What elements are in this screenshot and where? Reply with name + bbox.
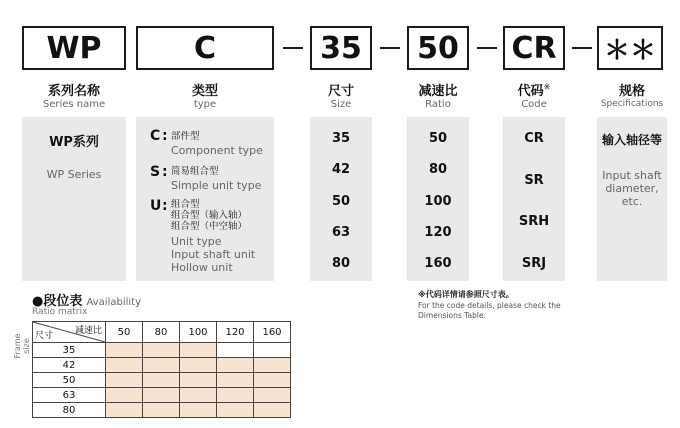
matrix-size: 50 <box>33 373 106 388</box>
corner-size-label: 尺寸 <box>35 331 54 341</box>
code-value: SRJ <box>521 256 547 271</box>
matrix-cell <box>106 343 143 358</box>
availability-matrix <box>32 321 291 418</box>
type-c-en: Component type <box>171 144 263 157</box>
matrix-cell <box>254 358 291 373</box>
matrix-ratio-header: 50 <box>106 322 143 343</box>
type-u-en-2: Input shaft unit <box>171 248 256 261</box>
matrix-cell <box>180 403 217 418</box>
availability-title-zh: 段位表 <box>43 294 83 309</box>
code-box-size: 35 <box>310 26 372 70</box>
matrix-cell <box>217 388 254 403</box>
header-specs-en: Specifications <box>600 99 664 109</box>
matrix-ratio-header: 80 <box>143 322 180 343</box>
code-value: CR <box>524 131 544 146</box>
header-type-en: type <box>193 99 217 110</box>
separator-dash <box>380 47 400 49</box>
header-ratio-en: Ratio <box>425 99 451 110</box>
matrix-cell <box>106 403 143 418</box>
code-value: SRH <box>518 214 550 229</box>
code-box-ratio: 50 <box>407 26 469 70</box>
type-u-en-1: Unit type <box>171 235 222 248</box>
series-value: WP系列 <box>49 135 99 150</box>
code-box-type: C <box>136 26 274 70</box>
matrix-cell <box>180 343 217 358</box>
matrix-cell <box>254 343 291 358</box>
bullet-icon: ● <box>32 294 44 309</box>
type-colon: : <box>162 198 168 214</box>
matrix-size: 80 <box>33 403 106 418</box>
specs-value-en: Input shaft diameter, etc. <box>602 169 662 208</box>
type-colon: : <box>162 164 168 180</box>
separator-dash <box>477 47 497 49</box>
header-code <box>503 80 565 99</box>
matrix-cell <box>180 358 217 373</box>
ratio-value: 160 <box>424 256 452 271</box>
ratio-value: 120 <box>424 225 452 240</box>
header-size-en: Size <box>330 99 352 110</box>
matrix-size: 35 <box>33 343 106 358</box>
type-c-zh: 部件型 <box>171 131 200 142</box>
matrix-cell <box>217 403 254 418</box>
type-colon: : <box>162 128 168 144</box>
ratio-value: 80 <box>428 162 448 177</box>
matrix-size: 42 <box>33 358 106 373</box>
type-u-zh-1: 组合型 <box>171 199 200 210</box>
type-u-en-3: Hollow unit <box>171 261 233 274</box>
header-code-mark: ※ <box>543 82 551 92</box>
series-value-en: WP Series <box>46 168 102 181</box>
matrix-header-row <box>33 322 291 343</box>
availability-title-en: Availability <box>86 297 142 308</box>
matrix-cell <box>143 403 180 418</box>
matrix-cell <box>217 358 254 373</box>
type-s-en: Simple unit type <box>171 179 262 192</box>
specs-value: 输入轴径等 <box>601 133 662 147</box>
size-value: 42 <box>331 162 351 177</box>
header-ratio: 减速比 <box>418 84 458 99</box>
matrix-cell <box>106 358 143 373</box>
code-value: SR <box>524 173 544 188</box>
matrix-row <box>33 343 291 358</box>
matrix-row <box>33 388 291 403</box>
availability-subtitle: Ratio matrix <box>32 307 88 317</box>
header-series: 系列名称 <box>47 84 100 99</box>
code-box-specs: ＊＊ <box>597 26 663 70</box>
separator-dash <box>572 47 592 49</box>
frame-size-label: Frame size <box>13 333 31 359</box>
matrix-ratio-header: 120 <box>217 322 254 343</box>
matrix-ratio-header: 160 <box>254 322 291 343</box>
matrix-cell <box>254 403 291 418</box>
matrix-cell <box>180 388 217 403</box>
matrix-row <box>33 358 291 373</box>
size-value: 80 <box>331 256 351 271</box>
matrix-cell <box>217 373 254 388</box>
matrix-size: 63 <box>33 388 106 403</box>
matrix-row <box>33 403 291 418</box>
code-note-en: For the code details, please check the Dimensions Table. <box>418 301 561 320</box>
matrix-cell <box>254 373 291 388</box>
size-value: 63 <box>331 225 351 240</box>
matrix-corner <box>33 322 106 343</box>
header-specs: 规格 <box>618 84 645 99</box>
header-type: 类型 <box>191 84 218 99</box>
matrix-cell <box>254 388 291 403</box>
separator-dash <box>283 47 303 49</box>
header-size: 尺寸 <box>327 84 354 99</box>
matrix-ratio-header: 100 <box>180 322 217 343</box>
type-letter-c: C <box>150 128 161 144</box>
type-s-zh: 简易组合型 <box>171 166 219 177</box>
header-series-en: Series name <box>42 99 106 110</box>
code-box-series: WP <box>22 26 126 70</box>
code-note: ※代码详情请参照尺寸表。 <box>418 290 514 299</box>
type-letter-u: U <box>150 198 162 214</box>
matrix-row <box>33 373 291 388</box>
matrix-cell <box>106 388 143 403</box>
header-code-en: Code <box>521 99 547 110</box>
type-u-zh-3: 组合型（中空轴） <box>171 221 248 232</box>
matrix-cell <box>143 388 180 403</box>
type-letter-s: S <box>150 164 161 180</box>
code-box-code: CR <box>503 26 565 70</box>
matrix-cell <box>143 343 180 358</box>
matrix-cell <box>143 373 180 388</box>
matrix-cell <box>180 373 217 388</box>
size-value: 50 <box>331 194 351 209</box>
ratio-value: 50 <box>428 131 448 146</box>
header-code-label: 代码 <box>517 84 544 99</box>
ratio-value: 100 <box>424 194 452 209</box>
size-value: 35 <box>331 131 351 146</box>
matrix-cell <box>106 373 143 388</box>
matrix-cell <box>143 358 180 373</box>
matrix-cell <box>217 343 254 358</box>
corner-ratio-label: 减速比 <box>74 326 102 336</box>
corner-diagonal <box>33 322 105 342</box>
type-u-zh-2: 组合型（输入轴） <box>171 210 248 221</box>
